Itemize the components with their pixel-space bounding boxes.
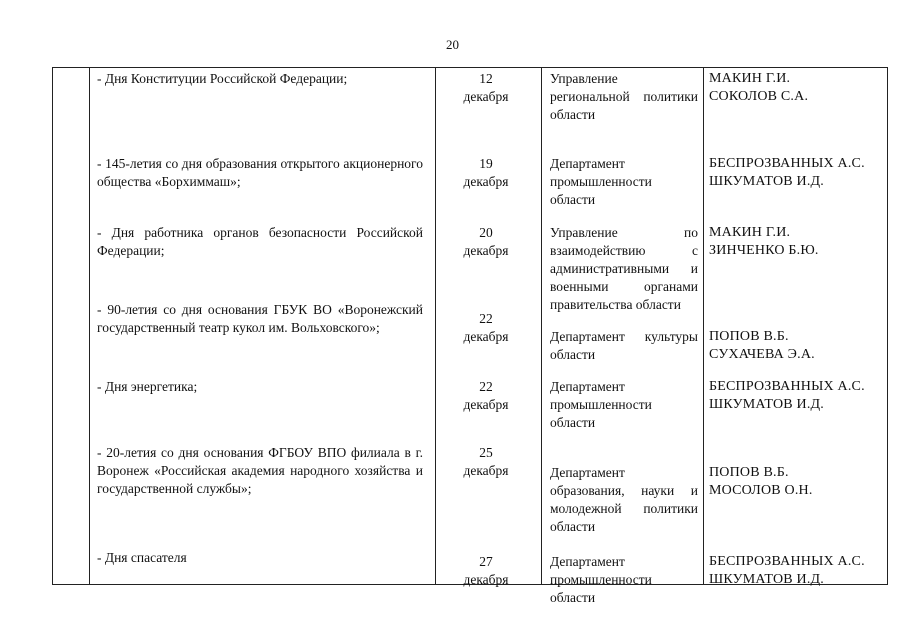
department-cell: Департамент промышленности области [550, 379, 652, 430]
event-cell: - Дня спасателя [97, 550, 187, 565]
event-cell: - 145-летия со дня образования открытого акционерного общества «Борхиммаш»; [97, 156, 423, 189]
date-cell [441, 378, 531, 414]
date-cell [441, 224, 531, 260]
page-number: 20 [446, 37, 459, 52]
date-month: декабря [463, 89, 509, 104]
responsible-name: МАКИН Г.И. [709, 71, 791, 86]
date-cell [441, 155, 531, 191]
responsible-name: ПОПОВ В.Б. [709, 465, 789, 480]
events-table [52, 67, 888, 605]
department-cell: Департамент культуры области [550, 329, 698, 362]
date-month: декабря [463, 397, 509, 412]
event-cell: - Дня работника органов безопасности Российской Федерации; [97, 225, 423, 258]
column-divider [435, 68, 436, 584]
responsible-name: ЗИНЧЕНКО Б.Ю. [709, 243, 819, 258]
date-day: 20 [479, 225, 493, 240]
responsible-name: ШКУМАТОВ И.Д. [709, 397, 824, 412]
date-cell [441, 310, 531, 346]
column-divider [703, 68, 704, 584]
responsible-name: МОСОЛОВ О.Н. [709, 483, 813, 498]
date-day: 12 [479, 71, 493, 86]
date-day: 27 [479, 554, 493, 569]
event-cell: - Дня энергетика; [97, 379, 198, 394]
department-cell: Управление по взаимодействию с административными и военными органами правительства области [550, 225, 698, 312]
responsible-name: ШКУМАТОВ И.Д. [709, 572, 824, 587]
responsible-name: ШКУМАТОВ И.Д. [709, 174, 824, 189]
department-cell: Управление региональной политики области [550, 71, 698, 122]
responsible-name: СУХАЧЕВА Э.А. [709, 347, 815, 362]
date-cell [441, 70, 531, 106]
department-cell: Департамент промышленности области [550, 554, 652, 605]
responsible-cell [709, 224, 887, 260]
responsible-cell [709, 378, 887, 414]
date-month: декабря [463, 329, 509, 344]
date-cell [441, 553, 531, 589]
event-cell: - Дня Конституции Российской Федерации; [97, 71, 348, 86]
responsible-name: БЕСПРОЗВАННЫХ А.С. [709, 379, 865, 394]
responsible-name: БЕСПРОЗВАННЫХ А.С. [709, 554, 865, 569]
column-divider [541, 68, 542, 584]
responsible-cell [709, 155, 887, 191]
date-day: 22 [479, 379, 493, 394]
date-day: 22 [479, 311, 493, 326]
department-cell: Департамент промышленности области [550, 156, 652, 207]
responsible-name: БЕСПРОЗВАННЫХ А.С. [709, 156, 865, 171]
column-divider [89, 68, 90, 584]
event-cell: - 20-летия со дня основания ФГБОУ ВПО филиала в г. Воронеж «Российская академия народного хозяйства и государственной службы»; [97, 445, 423, 496]
date-month: декабря [463, 463, 509, 478]
date-day: 19 [479, 156, 493, 171]
event-cell: - 90-летия со дня основания ГБУК ВО «Воронежский государственный театр кукол им. Вольховского»; [97, 302, 423, 335]
responsible-cell [709, 464, 887, 500]
date-cell [441, 444, 531, 480]
responsible-cell [709, 553, 887, 589]
department-cell: Департамент образования, науки и молодежной политики области [550, 465, 698, 534]
responsible-cell [709, 70, 887, 106]
date-month: декабря [463, 243, 509, 258]
date-month: декабря [463, 174, 509, 189]
responsible-cell [709, 328, 887, 364]
date-month: декабря [463, 572, 509, 587]
date-day: 25 [479, 445, 493, 460]
responsible-name: СОКОЛОВ С.А. [709, 89, 809, 104]
responsible-name: МАКИН Г.И. [709, 225, 791, 240]
responsible-name: ПОПОВ В.Б. [709, 329, 789, 344]
